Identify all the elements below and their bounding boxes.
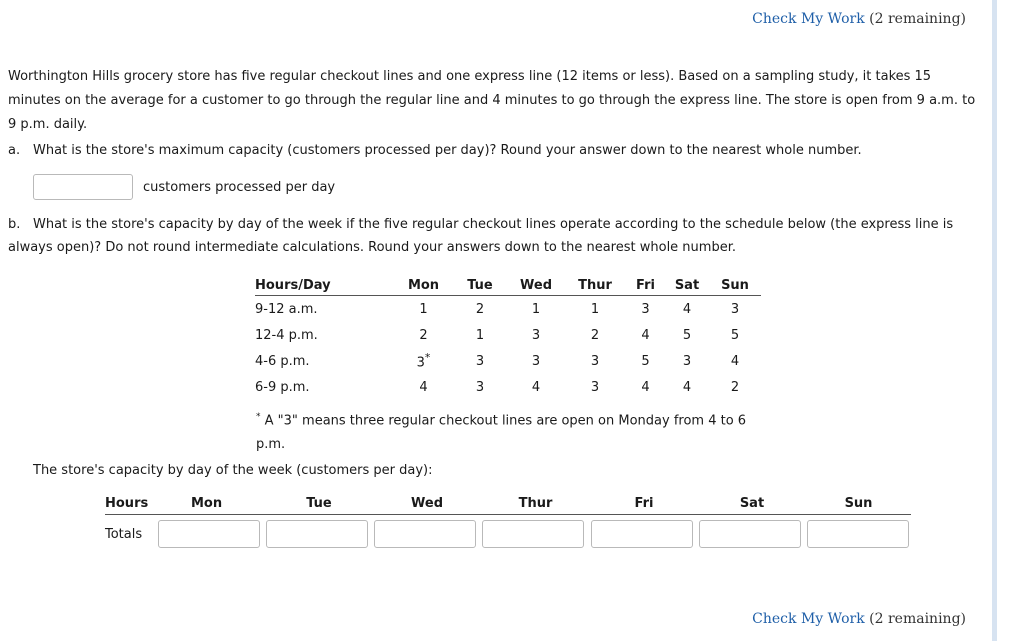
schedule-cell: 3: [475, 353, 485, 369]
schedule-header-row: [255, 275, 761, 296]
total-tue-input[interactable]: [266, 520, 368, 548]
schedule-cell: 2: [590, 327, 600, 343]
schedule-cell-value: 3: [416, 355, 425, 371]
schedule-cell: 1: [475, 327, 485, 343]
schedule-row-label: 12-4 p.m.: [255, 327, 318, 343]
schedule-cell: 3: [682, 353, 692, 369]
schedule-cell: 2: [475, 301, 485, 317]
schedule-cell: 1: [531, 301, 541, 317]
schedule-cell: 2: [730, 379, 740, 395]
check-my-work-link[interactable]: Check My Work: [752, 611, 865, 627]
part-a-text: What is the store's maximum capacity (customers processed per day)? Round your answer down to the nearest whole number.: [33, 143, 862, 158]
schedule-header-mon: Mon: [407, 277, 440, 293]
part-b-text: What is the store's capacity by day of the week if the five regular checkout lines operate according to the schedule below (the express line is always open)? Do not round intermediate calculations. Round your answers down to the nearest whole number.: [8, 217, 954, 255]
schedule-cell: 3: [641, 301, 650, 317]
total-thur-input[interactable]: [482, 520, 584, 548]
total-wed-input[interactable]: [374, 520, 476, 548]
capacity-header-hours: Hours: [105, 495, 149, 511]
capacity-header-row: [105, 492, 911, 515]
schedule-header-hours: Hours/Day: [255, 277, 331, 293]
footnote-mark: *: [424, 351, 431, 365]
schedule-cell: 4: [531, 379, 541, 395]
schedule-cell: 3: [590, 353, 600, 369]
schedule-row: [255, 322, 761, 348]
part-a-question: [8, 143, 983, 158]
capacity-header-thur: Thur: [518, 495, 553, 511]
schedule-cell: 4: [682, 301, 692, 317]
footnote-mark: *: [256, 412, 261, 422]
schedule-header-fri: Fri: [636, 277, 655, 293]
capacity-header-sat: Sat: [739, 495, 765, 511]
schedule-table: [255, 275, 761, 400]
footnote-text: A "3" means three regular checkout lines are open on Monday from 4 to 6 p.m.: [256, 413, 747, 453]
schedule-cell: 3: [475, 379, 485, 395]
schedule-cell: 3: [531, 327, 541, 343]
schedule-cell-marked: [395, 348, 452, 374]
scrollbar-track[interactable]: [992, 0, 997, 641]
schedule-header-sat: Sat: [674, 277, 700, 293]
schedule-footnote: [256, 405, 776, 457]
schedule-cell: 4: [641, 379, 650, 395]
check-my-work-top: [752, 11, 966, 27]
schedule-cell: 5: [641, 353, 650, 369]
part-a-letter: a.: [8, 143, 21, 158]
capacity-header-tue: Tue: [306, 495, 332, 511]
schedule-cell: 3: [590, 379, 600, 395]
schedule-cell: 1: [590, 301, 600, 317]
remaining-count: (2 remaining): [869, 611, 966, 627]
schedule-header-tue: Tue: [467, 277, 493, 293]
capacity-label: The store's capacity by day of the week (customers per day):: [33, 463, 433, 478]
check-my-work-link[interactable]: Check My Work: [752, 11, 865, 27]
schedule-cell: 4: [419, 379, 428, 395]
schedule-cell: 5: [682, 327, 692, 343]
problem-intro: Worthington Hills grocery store has five regular checkout lines and one express line (12 items or less). Based on a sampling study, it takes 15 minutes on the average for a customer to go through the regular line and 4 minutes to go through the express line. The store is open from 9 a.m. to 9 p.m. daily.: [8, 69, 976, 132]
capacity-header-wed: Wed: [411, 495, 443, 511]
capacity-table: [105, 492, 911, 553]
schedule-cell: 2: [419, 327, 428, 343]
schedule-cell: 3: [730, 301, 740, 317]
total-fri-input[interactable]: [591, 520, 693, 548]
schedule-cell: 4: [641, 327, 650, 343]
part-b-letter: b.: [8, 217, 21, 232]
max-capacity-unit: customers processed per day: [143, 180, 336, 195]
schedule-row: [255, 348, 761, 374]
schedule-cell: 3: [531, 353, 541, 369]
capacity-header-fri: Fri: [634, 495, 654, 511]
capacity-totals-row: [105, 515, 911, 554]
check-my-work-bottom: [752, 611, 966, 627]
total-mon-input[interactable]: [158, 520, 260, 548]
schedule-row-label: 4-6 p.m.: [255, 353, 310, 369]
schedule-row-label: 6-9 p.m.: [255, 379, 310, 395]
schedule-header-wed: Wed: [520, 277, 552, 293]
schedule-row: [255, 374, 761, 400]
capacity-header-mon: Mon: [191, 495, 223, 511]
max-capacity-input[interactable]: [33, 174, 133, 200]
schedule-header-thur: Thur: [578, 277, 612, 293]
schedule-cell: 1: [419, 301, 428, 317]
total-sat-input[interactable]: [699, 520, 801, 548]
schedule-cell: 4: [730, 353, 740, 369]
schedule-row: [255, 296, 761, 323]
remaining-count: (2 remaining): [869, 11, 966, 27]
schedule-row-label: 9-12 a.m.: [255, 301, 318, 317]
part-b-question: [8, 213, 983, 259]
total-sun-input[interactable]: [807, 520, 909, 548]
capacity-header-sun: Sun: [844, 495, 873, 511]
schedule-cell: 4: [682, 379, 692, 395]
schedule-header-sun: Sun: [721, 277, 749, 293]
schedule-cell: 5: [730, 327, 740, 343]
totals-label: Totals: [105, 526, 143, 542]
